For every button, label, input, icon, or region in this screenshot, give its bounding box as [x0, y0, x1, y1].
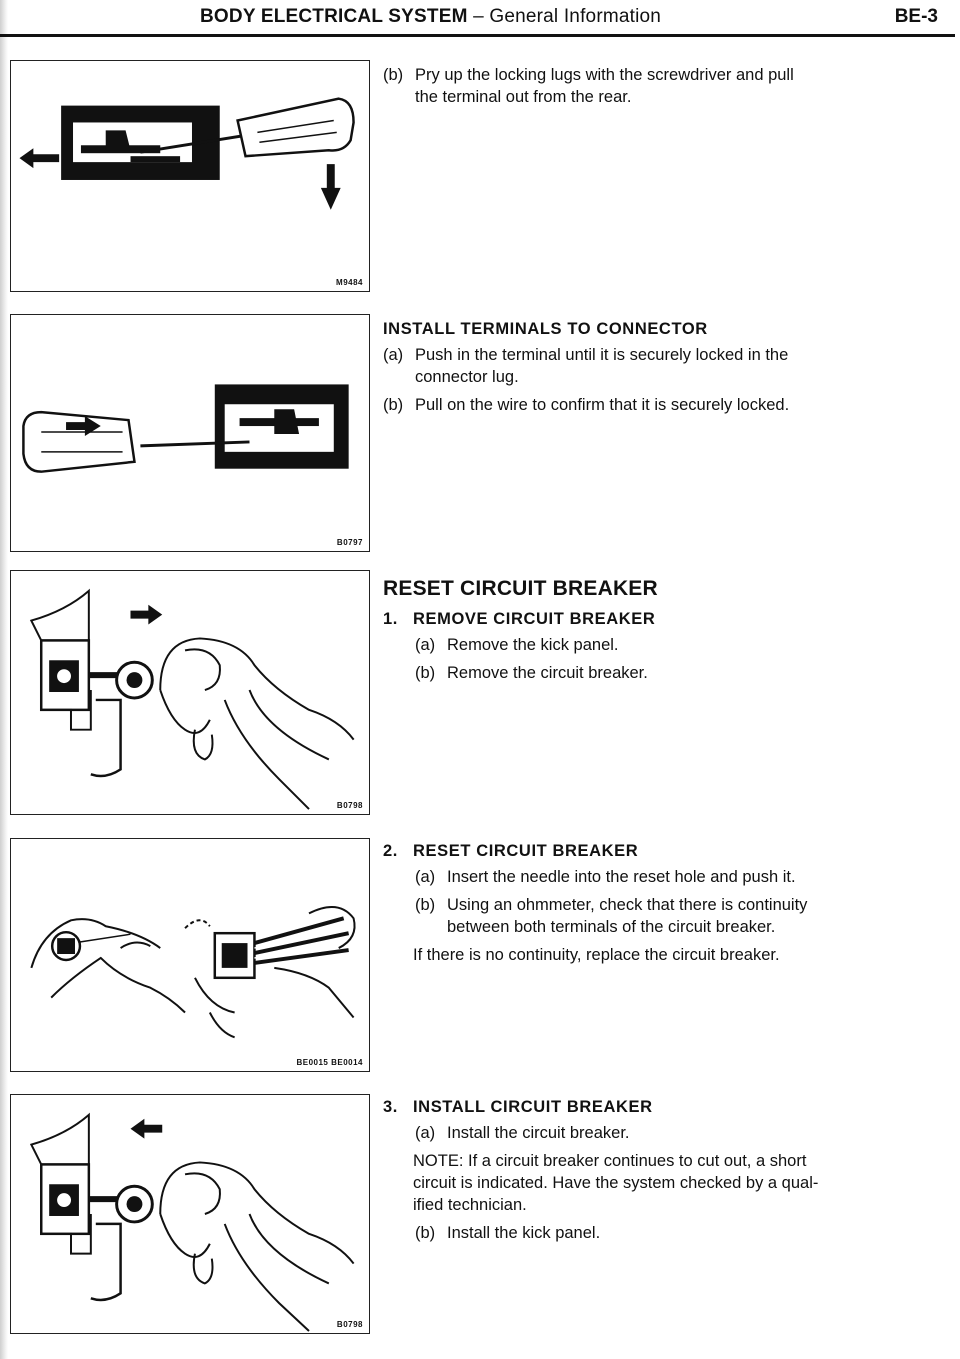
main-heading: RESET CIRCUIT BREAKER [383, 577, 658, 600]
reset-breaker-illustration [11, 839, 369, 1071]
arrow-left-icon [131, 1119, 163, 1139]
block-pry-terminal [383, 64, 943, 108]
step-b-cont: the terminal out from the rear. [415, 88, 632, 106]
figure-code: BE0015 BE0014 [296, 1058, 363, 1067]
figure-code: B0798 [336, 1320, 363, 1329]
block-install-terminals [383, 318, 943, 416]
arrow-right-icon [130, 605, 162, 625]
step-1-heading: 1. REMOVE CIRCUIT BREAKER [383, 610, 656, 628]
header-rule [0, 34, 955, 37]
step-a: (a) Remove the kick panel. [415, 636, 619, 654]
step-a: (a) Insert the needle into the reset hole and push it. [415, 868, 796, 886]
block-reset-step [383, 840, 943, 966]
arrow-down-icon [321, 164, 341, 210]
section-heading: INSTALL TERMINALS TO CONNECTOR [383, 320, 708, 338]
page-header [0, 0, 960, 40]
step-a: (a) Push in the terminal until it is securely locked in the [383, 346, 789, 364]
pry-terminal-illustration [11, 61, 369, 291]
step-b: (b) Pry up the locking lugs with the screwdriver and pull [383, 66, 794, 84]
figure-install-breaker [10, 1094, 370, 1334]
figure-pry-terminal [10, 60, 370, 292]
header-section: BODY ELECTRICAL SYSTEM [200, 6, 468, 27]
page-code: BE-3 [894, 6, 938, 27]
figure-remove-breaker [10, 570, 370, 815]
step-b-cont: between both terminals of the circuit breaker. [447, 918, 776, 936]
step-b: (b) Install the kick panel. [415, 1224, 601, 1242]
header-title [200, 6, 661, 28]
block-reset-circuit-breaker [383, 578, 943, 684]
push-terminal-illustration [11, 315, 369, 551]
figure-push-terminal [10, 314, 370, 552]
step-b: (b) Using an ohmmeter, check that there is continuity [415, 896, 808, 914]
page-binding-edge [0, 0, 8, 1359]
note-line-3: ified technician. [413, 1196, 527, 1214]
figure-code: B0797 [336, 538, 363, 547]
block-install-breaker [383, 1096, 943, 1244]
figure-code: M9484 [336, 278, 363, 287]
note-line-2: circuit is indicated. Have the system checked by a qual- [413, 1174, 819, 1192]
step-a-cont: connector lug. [415, 368, 519, 386]
step-b: (b) Remove the circuit breaker. [415, 664, 648, 682]
install-breaker-illustration [11, 1095, 369, 1333]
arrow-left-icon [19, 148, 59, 168]
figure-reset-breaker [10, 838, 370, 1072]
continuity-note: If there is no continuity, replace the circuit breaker. [413, 946, 780, 964]
step-b: (b) Pull on the wire to confirm that it is securely locked. [383, 396, 790, 414]
figure-code: B0798 [336, 801, 363, 810]
step-a: (a) Install the circuit breaker. [415, 1124, 630, 1142]
step-3-heading: 3. INSTALL CIRCUIT BREAKER [383, 1098, 653, 1116]
remove-breaker-illustration [11, 571, 369, 814]
step-2-heading: 2. RESET CIRCUIT BREAKER [383, 842, 639, 860]
note-line-1: NOTE: If a circuit breaker continues to cut out, a short [413, 1152, 807, 1170]
header-subsection: General Information [489, 6, 662, 27]
header-dash: – [467, 6, 490, 27]
